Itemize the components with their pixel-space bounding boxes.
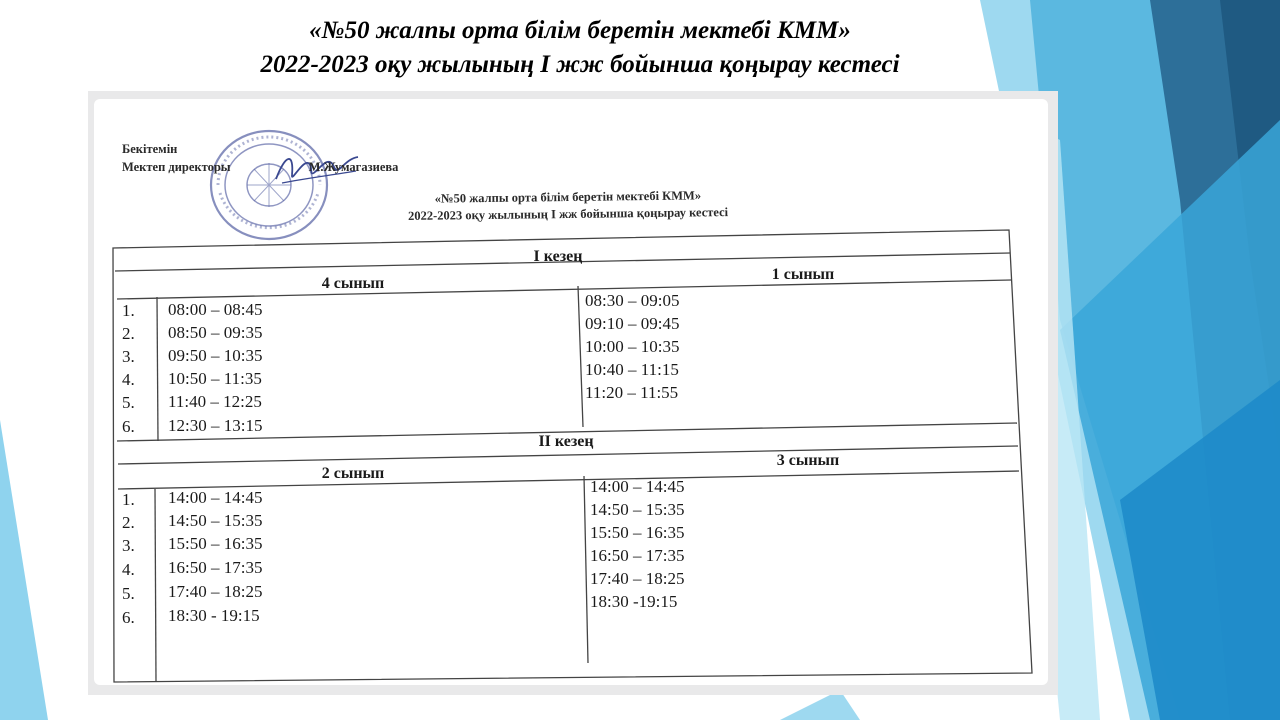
shift-1-right-times <box>585 291 679 402</box>
document-title-line-1: «№50 жалпы орта білім беретін мектебі КММ» <box>434 188 702 206</box>
list-item: 6. <box>122 417 135 436</box>
list-item: 14:50 – 15:35 <box>168 511 263 530</box>
shift-1-left-class: 4 сынып <box>321 275 385 292</box>
list-item: 08:50 – 09:35 <box>168 323 263 342</box>
director-name: М.Жумагазиева <box>308 160 399 174</box>
list-item: 17:40 – 18:25 <box>168 582 263 601</box>
list-item: 4. <box>122 370 135 389</box>
list-item: 5. <box>122 393 135 412</box>
schedule-table <box>88 91 1058 695</box>
slide-title <box>80 14 1080 82</box>
list-item: 08:30 – 09:05 <box>585 291 680 310</box>
schedule-photo <box>88 91 1058 695</box>
list-item: 09:50 – 10:35 <box>168 346 263 365</box>
list-item: 1. <box>122 301 135 320</box>
list-item: 16:50 – 17:35 <box>590 546 685 565</box>
slide-title-line-1: «№50 жалпы орта білім беретін мектебі КММ» <box>309 17 851 44</box>
shift-2-left-times <box>168 488 262 625</box>
list-item: 14:50 – 15:35 <box>590 500 685 519</box>
list-item: 16:50 – 17:35 <box>168 558 263 577</box>
list-item: 14:00 – 14:45 <box>168 488 263 507</box>
list-item: 2. <box>122 513 135 532</box>
list-item: 10:40 – 11:15 <box>585 360 679 379</box>
list-item: 14:00 – 14:45 <box>590 477 685 496</box>
list-item: 17:40 – 18:25 <box>590 569 685 588</box>
list-item: 1. <box>122 490 135 509</box>
shift-2-left-class: 2 сынып <box>321 465 385 482</box>
shift-2-numbers <box>122 490 135 627</box>
list-item: 3. <box>122 347 135 366</box>
list-item: 12:30 – 13:15 <box>168 416 263 435</box>
list-item: 09:10 – 09:45 <box>585 314 680 333</box>
list-item: 10:00 – 10:35 <box>585 337 680 356</box>
list-item: 18:30 -19:15 <box>590 592 678 611</box>
list-item: 4. <box>122 560 135 579</box>
director-label: Мектеп директоры <box>122 160 231 174</box>
list-item: 08:00 – 08:45 <box>168 300 263 319</box>
list-item: 2. <box>122 324 135 343</box>
shift-1-right-class: 1 сынып <box>771 266 835 283</box>
shift-1-title: І кезең <box>533 248 583 265</box>
list-item: 15:50 – 16:35 <box>168 534 263 553</box>
list-item: 11:40 – 12:25 <box>168 392 262 411</box>
shift-1-left-times <box>168 300 262 435</box>
list-item: 15:50 – 16:35 <box>590 523 685 542</box>
slide-title-line-2: 2022-2023 оқу жылының І жж бойынша қоңырау кестесі <box>260 51 900 78</box>
list-item: 5. <box>122 584 135 603</box>
shift-1-numbers <box>122 301 135 436</box>
shift-2-right-class: 3 сынып <box>776 452 840 469</box>
approval-label: Бекітемін <box>122 142 178 156</box>
list-item: 10:50 – 11:35 <box>168 369 262 388</box>
list-item: 18:30 - 19:15 <box>168 606 260 625</box>
list-item: 6. <box>122 608 135 627</box>
list-item: 11:20 – 11:55 <box>585 383 679 402</box>
list-item: 3. <box>122 536 135 555</box>
shift-2-title: ІІ кезең <box>538 433 594 450</box>
document-title-line-2: 2022-2023 оқу жылының І жж бойынша қоңырау кестесі <box>408 205 729 223</box>
shift-2-right-times <box>590 477 684 611</box>
